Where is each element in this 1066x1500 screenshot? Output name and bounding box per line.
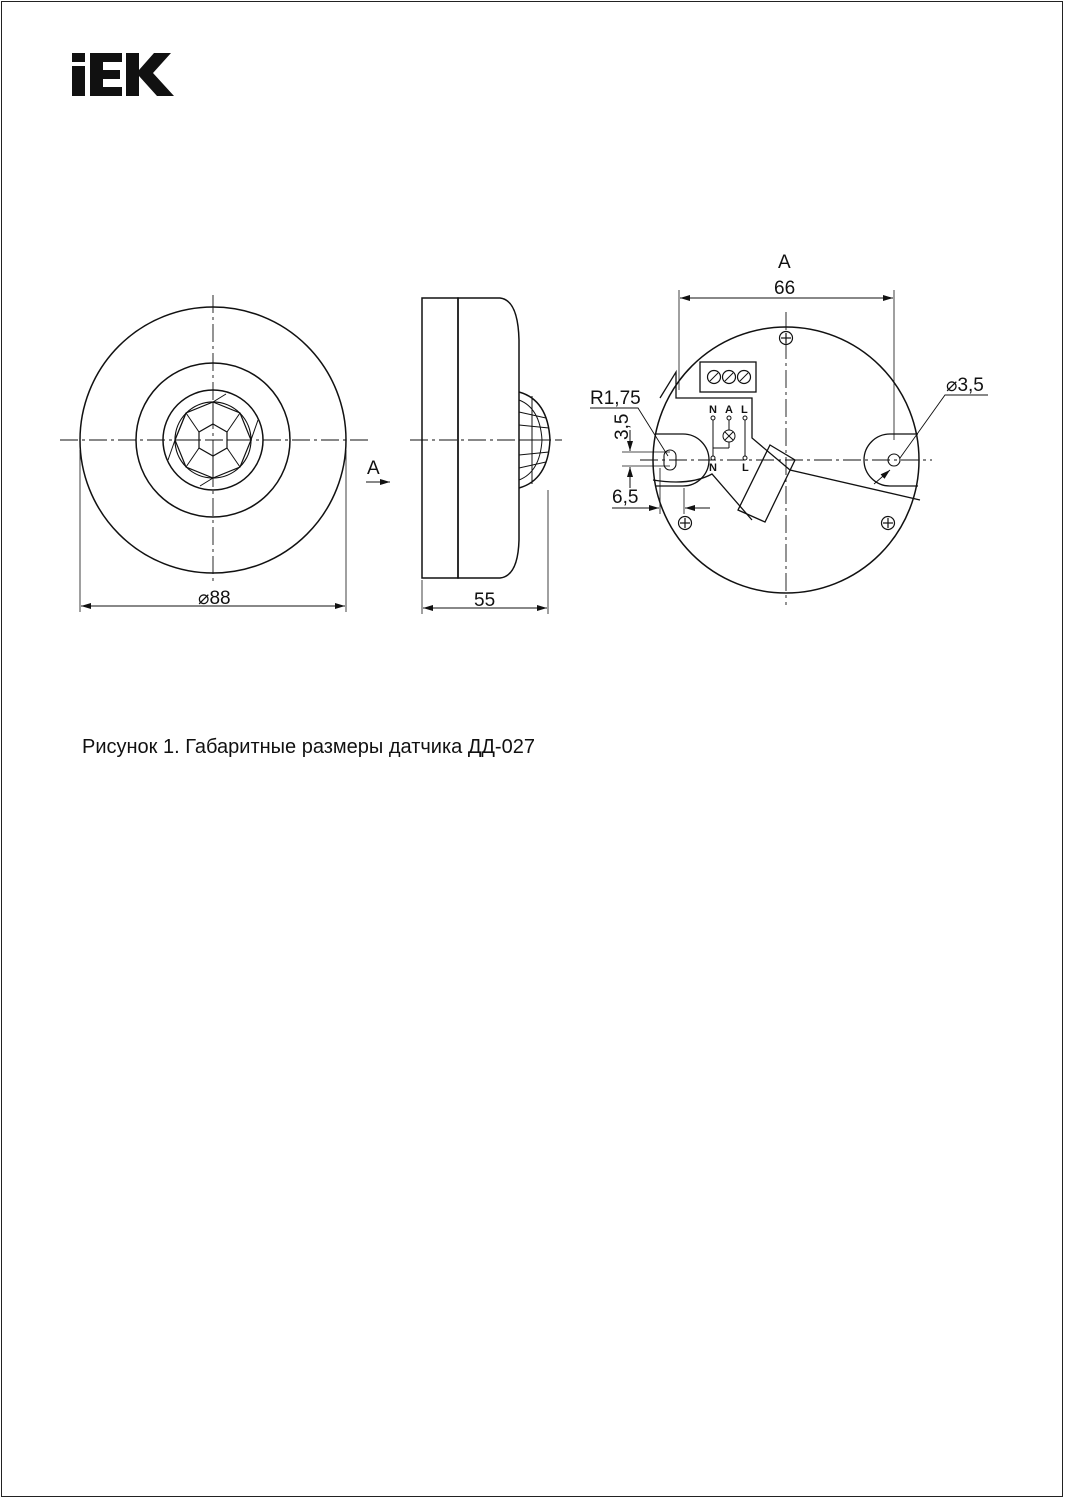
side-view (410, 298, 562, 614)
diameter-label: ⌀88 (198, 588, 231, 609)
terminal-top-a: A (725, 404, 733, 416)
terminal-top-l: L (741, 404, 748, 416)
hole-radius-label: R1,75 (590, 388, 641, 409)
figure-caption: Рисунок 1. Габаритные размеры датчика ДД-027 (82, 736, 535, 758)
terminal-bottom-l: L (742, 462, 749, 474)
height-label: 55 (474, 590, 496, 611)
front-view (60, 295, 390, 612)
slot-offset-v-label: 3,5 (612, 413, 633, 440)
hole-diameter-label: ⌀3,5 (946, 375, 984, 396)
technical-drawing (0, 0, 1066, 700)
mount-distance-label: 66 (774, 278, 796, 299)
slot-offset-h-label: 6,5 (612, 487, 639, 508)
view-a-marker: A (367, 458, 380, 479)
view-a (590, 290, 988, 605)
terminal-bottom-n: N (709, 462, 717, 474)
view-a-title: A (778, 252, 791, 273)
terminal-top-n: N (709, 404, 717, 416)
